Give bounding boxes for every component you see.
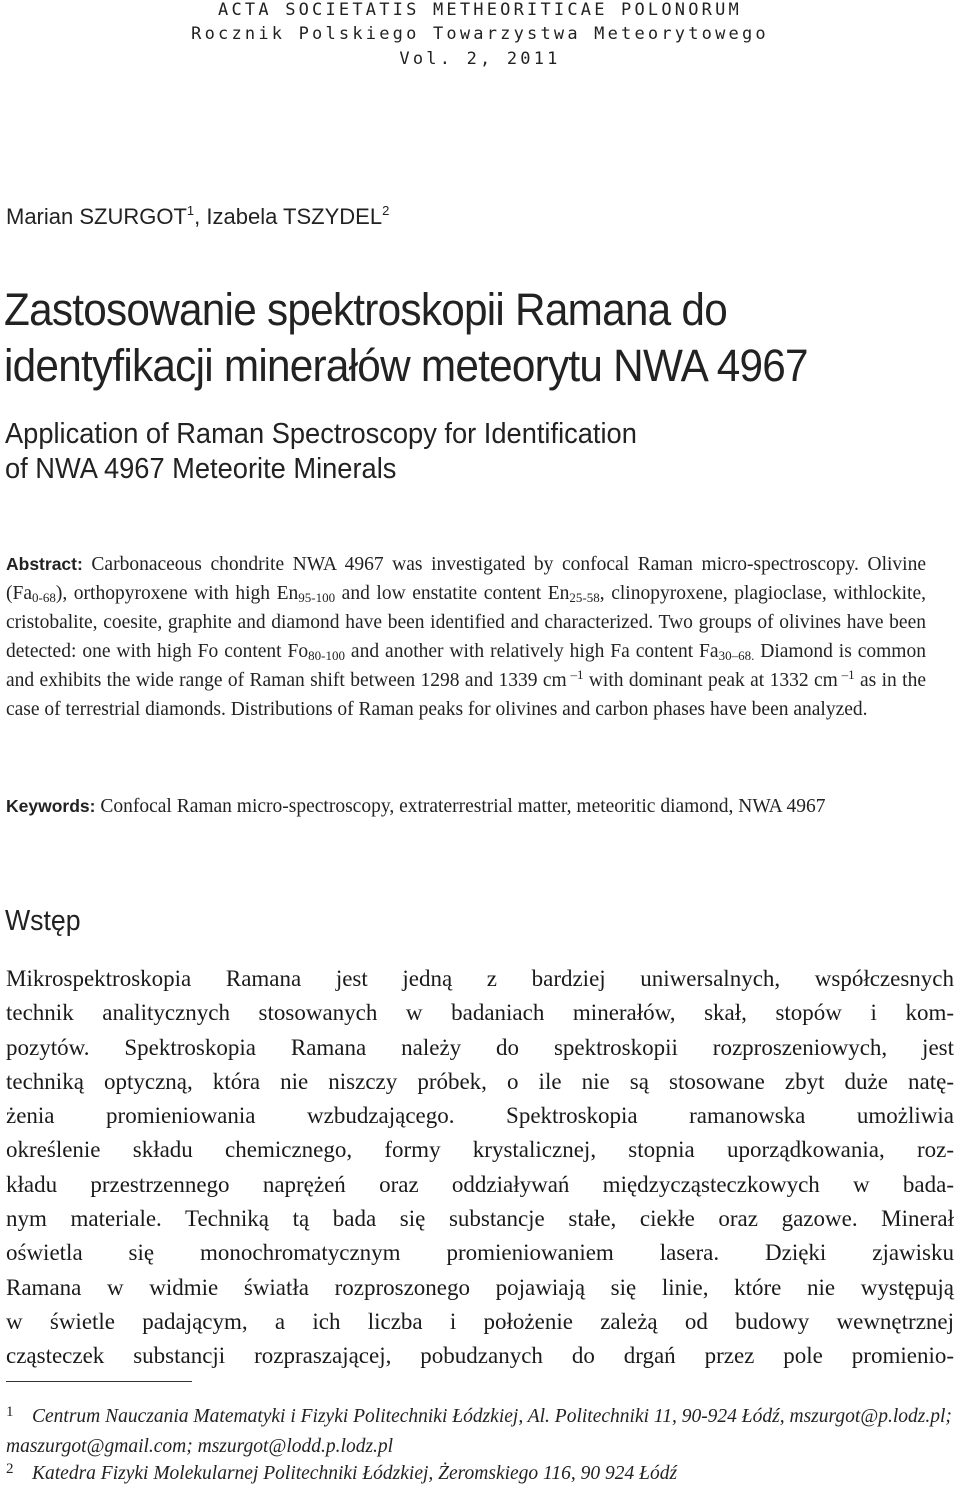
abstract-text: , clinopyroxene, plagioclase, withlockite, cristobalite, coesite, graphite and diamond have been identified and characterized. Two groups of olivines have been detected: one with high Fo content Fo — [6, 583, 926, 662]
keywords-text: Confocal Raman micro-spectroscopy, extraterrestrial matter, meteoritic diamond, NWA 4967 — [95, 796, 826, 817]
subscript: 25-58 — [569, 590, 600, 605]
journal-name: ACTA SOCIETATIS METHEORITICAE POLONORUM — [218, 0, 742, 20]
section-heading: Wstęp — [5, 905, 81, 937]
subscript: 30–68. — [718, 648, 755, 663]
footnote — [6, 1397, 954, 1462]
keywords — [6, 791, 926, 822]
footnote-text: Centrum Nauczania Matematyki i Fizyki Politechniki Łódzkiej, Al. Politechniki 11, 90-924 Łódź, mszurgot@p.lodz.pl; maszurgot@gmail.com; mszurgot@lodd.p.lodz.pl — [6, 1406, 952, 1457]
footnote-number: 1 — [6, 1404, 14, 1420]
abstract-label: Abstract: — [6, 554, 83, 574]
body-line: kładu przestrzennego naprężeń oraz oddziaływań międzycząsteczkowych w bada- — [6, 1171, 954, 1197]
abstract-text: with dominant peak at 1332 cm — [583, 670, 838, 691]
title-line: of NWA 4967 Meteorite Minerals — [5, 453, 397, 485]
body-line: pozytów. Spektroskopia Ramana należy do spektroskopii rozproszeniowych, jest — [6, 1034, 954, 1060]
body-line: cząsteczek substancji rozpraszającej, pobudzanych do drgań przez pole promienio- — [6, 1343, 954, 1369]
author-name: Marian SZURGOT — [6, 204, 187, 229]
subscript: 95-100 — [298, 590, 336, 605]
body-line: Ramana w widmie światła rozproszonego pojawiają się linie, które nie występują — [6, 1274, 954, 1300]
journal-subtitle: Rocznik Polskiego Towarzystwa Meteorytowego — [191, 24, 769, 44]
body-line: nym materiale. Techniką tą bada się substancje stałe, ciekłe oraz gazowe. Minerał — [6, 1206, 954, 1232]
abstract-text: as in the case of terrestrial diamonds. Distributions of Raman peaks for olivines and carbon phases have been analyzed. — [6, 670, 926, 720]
paper-title-english — [5, 417, 637, 487]
abstract-text: and another with relatively high Fa content Fa — [344, 641, 719, 662]
body-line: techniką optyczną, która nie niszczy próbek, o ile nie są stosowane zbyt duże natę- — [6, 1068, 954, 1094]
footnote-number: 2 — [6, 1461, 14, 1477]
footnote-text: Katedra Fizyki Molekularnej Politechniki Łódzkiej, Żeromskiego 116, 90 924 Łódź — [32, 1463, 678, 1484]
title-line: Zastosowanie spektroskopii Ramana do — [4, 284, 727, 335]
body-text — [6, 962, 954, 1374]
keywords-label: Keywords: — [6, 796, 96, 816]
subscript: 80-100 — [308, 648, 345, 663]
abstract-text: Carbonaceous chondrite NWA 4967 was investigated by confocal Raman micro-spectroscopy. Olivine (Fa — [6, 554, 926, 604]
body-line: oświetla się monochromatycznym promieniowaniem lasera. Dzięki zjawisku — [6, 1240, 954, 1266]
abstract-text: ), orthopyroxene with high En — [55, 583, 299, 604]
abstract-text: and low enstatite content En — [335, 583, 570, 604]
title-line: Application of Raman Spectroscopy for Identification — [5, 418, 637, 450]
body-line: określenie składu chemicznego, formy krystalicznej, stopnia uporządkowania, roz- — [6, 1137, 954, 1163]
body-line: Mikrospektroskopia Ramana jest jedną z bardziej uniwersalnych, współczesnych — [6, 966, 954, 991]
paper-title-polish — [4, 282, 808, 394]
affiliation-marker: 1 — [186, 203, 195, 218]
abstract-text: Diamond is common and exhibits the wide range of Raman shift between 1298 and 1339 cm — [6, 641, 926, 691]
title-line: identyfikacji minerałów meteorytu NWA 4967 — [4, 340, 808, 391]
body-line: w świetle padającym, a ich liczba i położenie zależą od budowy wewnętrznej — [6, 1308, 954, 1334]
journal-volume: Vol. 2, 2011 — [399, 49, 561, 69]
affiliation-marker: 2 — [382, 203, 390, 218]
footnote — [6, 1454, 954, 1489]
superscript: –1 — [837, 667, 855, 682]
author-separator: , — [194, 204, 207, 229]
body-line: żenia promieniowania wzbudzającego. Spektroskopia ramanowska umożliwia — [6, 1103, 954, 1129]
author-list — [6, 204, 389, 230]
subscript: 0-68 — [32, 590, 56, 605]
abstract — [6, 550, 926, 724]
author-name: Izabela TSZYDEL — [206, 204, 383, 229]
footnote-rule — [6, 1381, 192, 1382]
superscript: –1 — [566, 667, 584, 682]
body-line: technik analitycznych stosowanych w badaniach minerałów, skał, stopów i kom- — [6, 1000, 954, 1026]
